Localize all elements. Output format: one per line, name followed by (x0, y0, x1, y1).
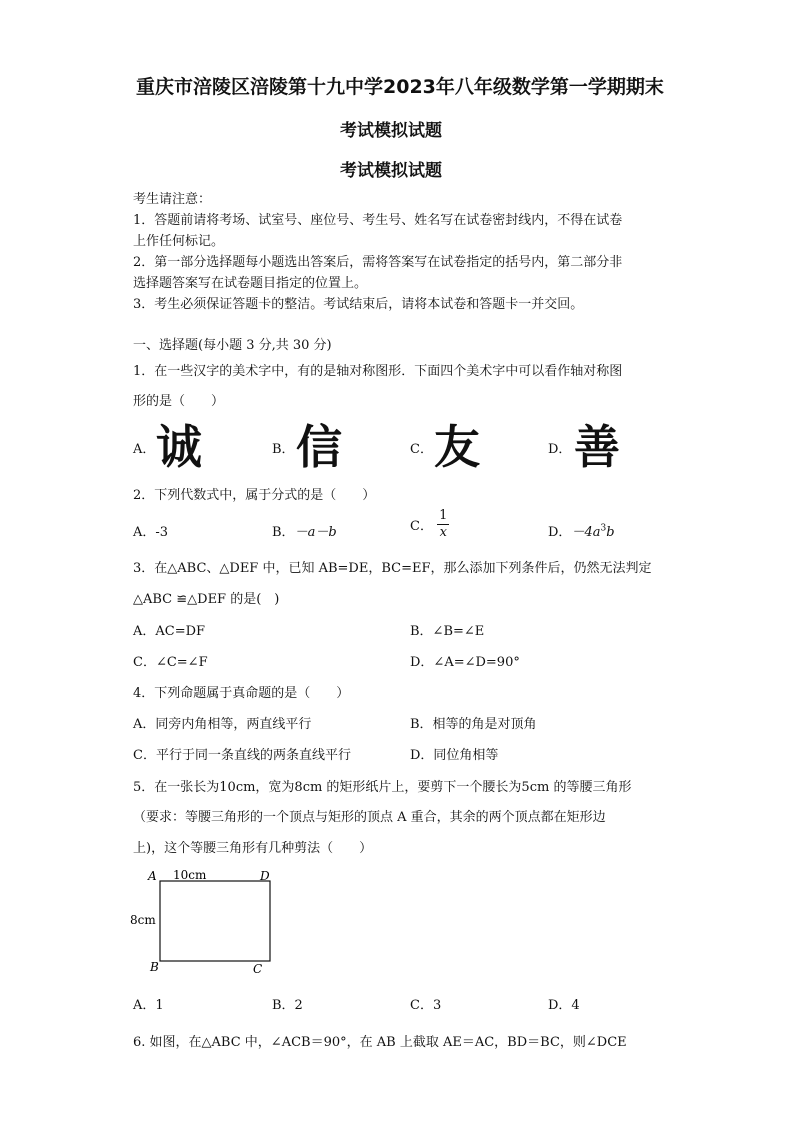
q3-stem-line2: △ABC ≌△DEF 的是( ) (133, 592, 280, 607)
q4-option-d: D．同位角相等 (410, 748, 499, 763)
vertex-label-c: C (253, 962, 263, 976)
q5-option-a: A．1 (133, 998, 164, 1013)
q2-option-c-numerator: 1 (439, 508, 448, 523)
q3-stem-line1: 3．在△ABC、△DEF 中，已知 AB=DE，BC=EF，那么添加下列条件后，仍然无法判定 (133, 561, 652, 576)
q2-option-c-fraction (437, 508, 449, 541)
q2-option-b-text: －a－b (294, 525, 337, 540)
notice-heading: 考生请注意： (133, 192, 212, 207)
page-title-line3: 考试模拟试题 (340, 161, 442, 181)
q1-option-c-char: 友 (434, 420, 480, 474)
notice-item2-line2: 选择题答案写在试卷题目指定的位置上。 (133, 276, 368, 291)
section1-heading: 一、选择题(每小题 3 分,共 30 分) (133, 338, 332, 353)
q2-option-b (272, 521, 337, 540)
q2-option-b-label: B． (272, 525, 295, 540)
q6-stem: 6. 如图，在△ABC 中，∠ACB＝90°，在 AB 上截取 AE＝AC，BD＝BC，则∠DCE (133, 1035, 627, 1050)
vertex-label-d: D (260, 869, 270, 883)
q5-option-c: C．3 (410, 998, 442, 1013)
vertex-label-b: B (150, 960, 159, 974)
q1-option-d-char: 善 (574, 420, 620, 474)
q2-option-a-label: A． (133, 525, 156, 540)
q5-stem-line2: （要求：等腰三角形的一个顶点与矩形的顶点 A 重合，其余的两个顶点都在矩形边 (133, 810, 606, 825)
q4-stem: 4．下列命题属于真命题的是（ ） (133, 686, 350, 701)
q4-option-b: B．相等的角是对顶角 (410, 717, 537, 732)
notice-item2-line1: 2．第一部分选择题每小题选出答案后，需将答案写在试卷指定的括号内，第二部分非 (133, 255, 623, 270)
q3-option-b: B．∠B=∠E (410, 624, 485, 639)
q2-option-c-denominator: x (439, 525, 447, 540)
q1-option-d-label: D． (548, 442, 572, 457)
q2-option-a-text: -3 (155, 525, 169, 540)
q4-option-a: A．同旁内角相等，两直线平行 (133, 717, 312, 732)
q4-option-c: C．平行于同一条直线的两条直线平行 (133, 748, 351, 763)
notice-item3: 3．考生必须保证答题卡的整洁。考试结束后，请将本试卷和答题卡一并交回。 (133, 297, 584, 312)
q3-option-c: C．∠C=∠F (133, 655, 208, 670)
q5-option-b: B．2 (272, 998, 303, 1013)
q3-option-d: D．∠A=∠D=90° (410, 655, 520, 670)
q1-stem-line2: 形的是（ ） (133, 394, 225, 409)
q1-option-a-char: 诚 (156, 420, 202, 474)
q1-option-b-char: 信 (296, 420, 342, 474)
rectangle-abcd (160, 881, 270, 961)
q2-option-d-exponent: 3 (600, 523, 607, 534)
q2-option-d-text: －4a (571, 525, 601, 540)
q5-stem-line3: 上)，这个等腰三角形有几种剪法（ ） (133, 841, 373, 856)
side-length-label: 8cm (130, 913, 156, 927)
top-length-label: 10cm (173, 868, 207, 882)
vertex-label-a: A (148, 869, 157, 883)
q1-stem-line1: 1．在一些汉字的美术字中，有的是轴对称图形．下面四个美术字中可以看作轴对称图 (133, 364, 623, 379)
q5-stem-line1: 5．在一张长为10cm，宽为8cm 的矩形纸片上，要剪下一个腰长为5cm 的等腰三角形 (133, 780, 632, 795)
q2-option-d-label: D． (548, 525, 572, 540)
page-title-line1: 重庆市涪陵区涪陵第十九中学2023年八年级数学第一学期期末 (136, 76, 664, 98)
notice-item1-line2: 上作任何标记。 (133, 234, 225, 249)
q5-option-d: D．4 (548, 998, 580, 1013)
q3-option-a: A．AC=DF (133, 624, 206, 639)
q2-option-d (548, 521, 615, 540)
page-title-line2: 考试模拟试题 (340, 121, 442, 141)
q2-option-c (410, 508, 449, 541)
q5-rectangle-figure (128, 866, 278, 978)
notice-item1-line1: 1．答题前请将考场、试室号、座位号、考生号、姓名写在试卷密封线内，不得在试卷 (133, 213, 623, 228)
q2-option-d-tail: b (606, 525, 615, 540)
q1-option-a-label: A． (133, 442, 156, 457)
q2-option-c-label: C． (410, 519, 433, 534)
q2-stem: 2．下列代数式中，属于分式的是（ ） (133, 488, 376, 503)
q1-option-c-label: C． (410, 442, 433, 457)
q1-option-b-label: B． (272, 442, 295, 457)
q2-option-a (133, 521, 168, 540)
